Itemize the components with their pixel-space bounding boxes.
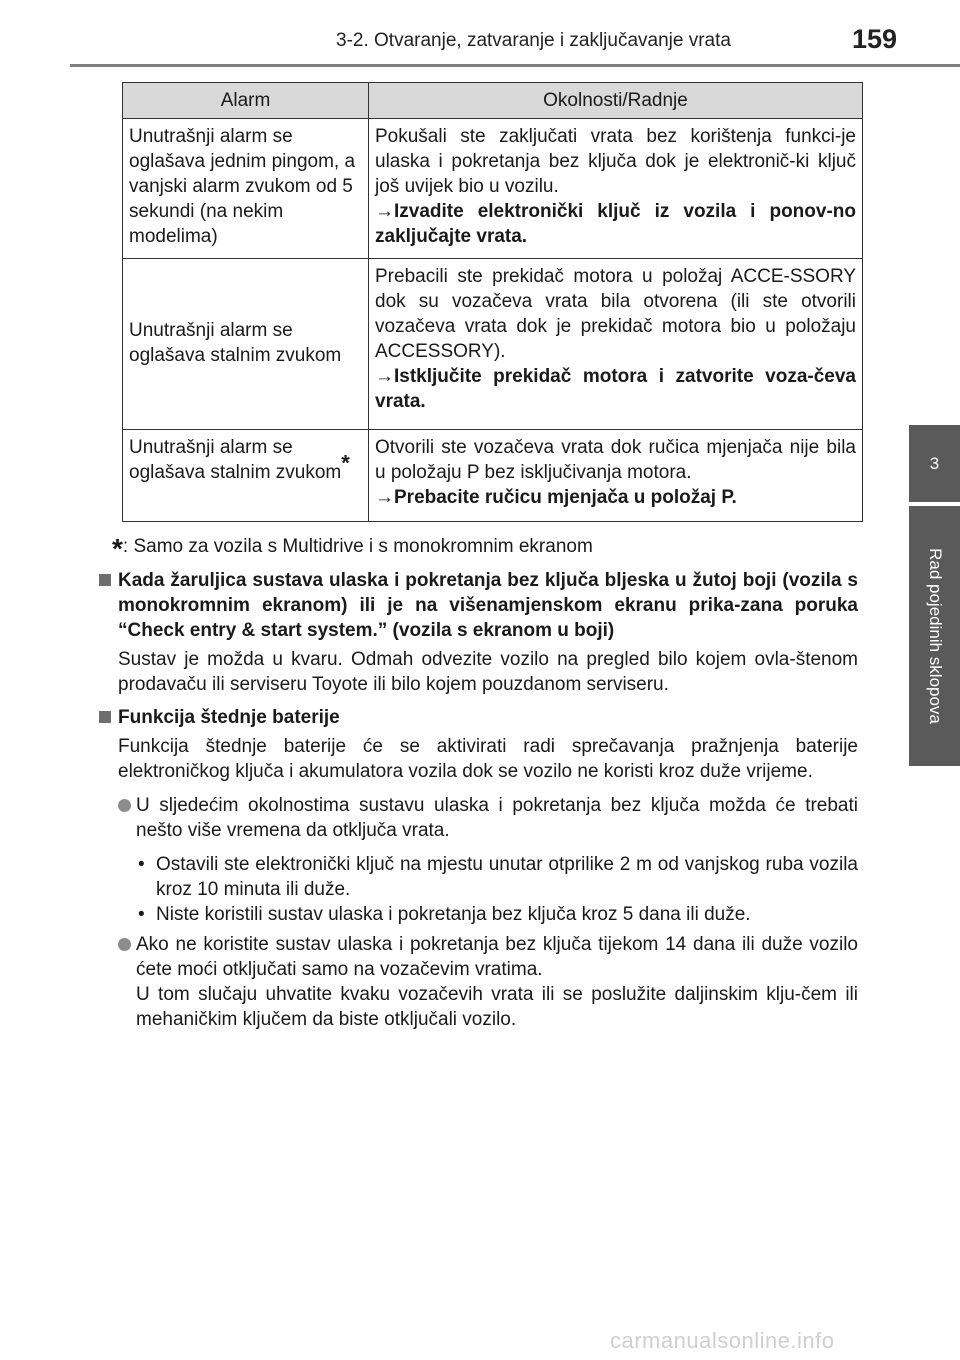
action-label: Prebacite ručicu mjenjača u položaj P. [394,487,737,508]
chapter-title-tab [909,506,960,766]
alarm-text: Unutrašnji alarm se oglašava jednim pingom, a vanjski alarm zvukom od 5 sekundi (na nekim modelima) [129,126,356,247]
sub-list-item [98,902,858,927]
section-title: 3-2. Otvaranje, zatvaranje i zaključavanje vrata [336,30,731,51]
alarm-text: Unutrašnji alarm se oglašava stalnim zvukom [129,437,342,483]
table-row [123,430,863,522]
section-heading [98,705,858,730]
alarm-cell [123,259,369,430]
sub-list-item-text: Niste koristili sustav ulaska i pokretanja bez ključa kroz 5 dana ili duže. [156,904,751,925]
arrow-icon: → [375,366,394,387]
circumstance-text: Prebacili ste prekidač motora u položaj ACCE-SSORY dok su vozačeva vrata bila otvorena (ili ste otvorili vozačeva vrata dok je prekidač motora bio u položaju ACCESSORY). [375,266,856,362]
square-bullet-icon [99,711,111,723]
footnote-text: : Samo za vozila s Multidrive i s monokromnim ekranom [122,536,593,557]
alarm-text: Unutrašnji alarm se oglašava stalnim zvukom [129,319,342,366]
action-label: Istključite prekidač motora i zatvorite voza-čeva vrata. [375,366,856,412]
action-label: Izvadite elektronički ključ iz vozila i ponov-no zaključajte vrata. [375,201,856,247]
square-bullet-icon [99,574,111,586]
alarm-cell [123,430,369,522]
page-number: 159 [852,24,898,54]
list-item-text: U sljedećim okolnostima sustavu ulaska i pokretanja bez ključa možda će trebati nešto više vremena da otključa vrata. [136,795,858,841]
section-body: Funkcija štednje baterije će se aktivirati radi sprečavanja pražnjenja baterije elektroničkog ključa i akumulatora vozila dok se vozilo ne koristi kroz duže vrijeme. [118,736,858,782]
bullet-icon: • [138,854,145,875]
action-text [375,366,856,412]
circumstance-text: Otvorili ste vozačeva vrata dok ručica mjenjača nije bila u položaju P bez isključivanja motora. [375,437,856,483]
circumstance-cell [369,259,863,430]
action-text [375,201,856,247]
circumstance-cell [369,119,863,259]
section-body: Sustav je možda u kvaru. Odmah odvezite vozilo na pregled bilo kojem ovla-štenom prodavaču ili serviseru Toyote ili bilo kojem pouzdanom serviseru. [118,649,858,695]
circumstance-cell [369,430,863,522]
table-header-row [123,83,863,119]
main-content [98,568,858,1032]
circle-bullet-icon [118,799,131,812]
sub-list-item-text: Ostavili ste elektronički ključ na mjestu unutar otprilike 2 m od vanjskog ruba vozila kroz 10 minuta ili duže. [156,854,858,900]
chapter-title: Rad pojedinih sklopova [925,548,945,724]
header-divider [70,64,960,67]
arrow-icon: → [375,487,394,508]
circumstance-text: Pokušali ste zaključati vrata bez korištenja funkci-je ulaska i pokretanja bez ključa dok je elektronič-ki ključ još uvijek bio u vozilu. [375,126,856,197]
list-item-continuation: U tom slučaju uhvatite kvaku vozačevih vrata ili se poslužite daljinskim klju-čem ili mehaničkim ključem da biste otključali vozilo. [136,984,858,1030]
section-heading-text: Kada žaruljica sustava ulaska i pokretanja bez ključa bljeska u žutoj boji (vozila s monokromnim ekranom) ili je na višenamjenskom ekranu prika-zana poruka “Check entry & start system.” (vozila s ekranom u boji) [118,570,858,641]
list-item-text: Ako ne koristite sustav ulaska i pokretanja bez ključa tijekom 14 dana ili duže vozilo ćete moći otključati samo na vozačevim vratima. [136,934,858,980]
column-header-circumstances: Okolnosti/Radnje [369,83,863,119]
circle-bullet-icon [118,938,131,951]
section-heading-text: Funkcija štednje baterije [118,707,340,728]
chapter-number: 3 [929,453,940,473]
asterisk-mark: * [341,450,350,476]
section-heading [98,568,858,643]
chapter-number-tab [909,425,960,502]
list-item [98,793,858,843]
watermark: carmanualsonline.info [610,1328,835,1353]
alarm-table [122,82,863,522]
table-row [123,119,863,259]
asterisk-mark: * [112,533,123,564]
sub-list-item [98,852,858,902]
action-text [375,487,737,508]
table-row [123,259,863,430]
list-item [98,932,858,1032]
footnote [112,533,593,565]
bullet-icon: • [138,904,145,925]
column-header-alarm: Alarm [123,83,369,119]
alarm-cell [123,119,369,259]
arrow-icon: → [375,201,394,222]
